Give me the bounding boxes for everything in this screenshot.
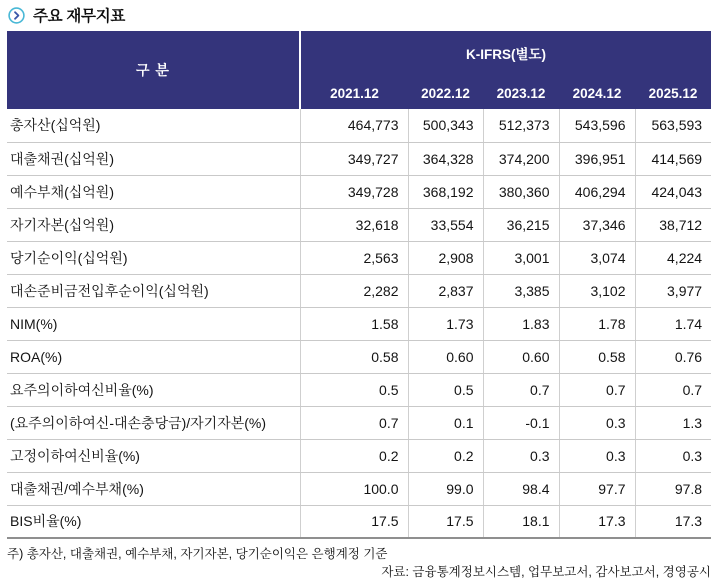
cell-value: 2,837 bbox=[408, 274, 483, 307]
column-header-category: 구 분 bbox=[7, 31, 300, 109]
cell-value: -0.1 bbox=[483, 406, 559, 439]
cell-value: 4,224 bbox=[635, 241, 711, 274]
table-notes bbox=[7, 539, 711, 581]
row-label: 당기순이익(십억원) bbox=[7, 241, 300, 274]
cell-value: 0.58 bbox=[559, 340, 635, 373]
cell-value: 2,282 bbox=[300, 274, 408, 307]
cell-value: 0.7 bbox=[300, 406, 408, 439]
table-row bbox=[7, 274, 711, 307]
table-row bbox=[7, 241, 711, 274]
cell-value: 374,200 bbox=[483, 142, 559, 175]
column-header-kifrs: K-IFRS(별도) bbox=[300, 31, 711, 69]
row-label: BIS비율(%) bbox=[7, 505, 300, 538]
cell-value: 0.2 bbox=[300, 439, 408, 472]
cell-value: 349,727 bbox=[300, 142, 408, 175]
cell-value: 380,360 bbox=[483, 175, 559, 208]
cell-value: 17.3 bbox=[559, 505, 635, 538]
cell-value: 17.5 bbox=[300, 505, 408, 538]
column-header-year-2023: 2023.12 bbox=[483, 69, 559, 109]
row-label: 자기자본(십억원) bbox=[7, 208, 300, 241]
cell-value: 1.58 bbox=[300, 307, 408, 340]
cell-value: 512,373 bbox=[483, 109, 559, 142]
cell-value: 2,563 bbox=[300, 241, 408, 274]
cell-value: 0.3 bbox=[559, 439, 635, 472]
table-row bbox=[7, 175, 711, 208]
table-row bbox=[7, 142, 711, 175]
cell-value: 349,728 bbox=[300, 175, 408, 208]
footnote: 주) 총자산, 대출채권, 예수부채, 자기자본, 당기순이익은 은행계정 기준 bbox=[7, 547, 388, 561]
row-label: NIM(%) bbox=[7, 307, 300, 340]
table-row bbox=[7, 472, 711, 505]
table-row bbox=[7, 340, 711, 373]
table-row bbox=[7, 373, 711, 406]
cell-value: 17.5 bbox=[408, 505, 483, 538]
table-row bbox=[7, 307, 711, 340]
cell-value: 0.76 bbox=[635, 340, 711, 373]
cell-value: 3,001 bbox=[483, 241, 559, 274]
cell-value: 3,977 bbox=[635, 274, 711, 307]
table-header bbox=[7, 31, 711, 109]
column-header-year-2022: 2022.12 bbox=[408, 69, 483, 109]
table-row bbox=[7, 406, 711, 439]
table-row bbox=[7, 208, 711, 241]
cell-value: 0.3 bbox=[483, 439, 559, 472]
cell-value: 3,385 bbox=[483, 274, 559, 307]
cell-value: 414,569 bbox=[635, 142, 711, 175]
cell-value: 0.60 bbox=[483, 340, 559, 373]
cell-value: 36,215 bbox=[483, 208, 559, 241]
cell-value: 18.1 bbox=[483, 505, 559, 538]
cell-value: 1.73 bbox=[408, 307, 483, 340]
cell-value: 0.7 bbox=[635, 373, 711, 406]
cell-value: 1.74 bbox=[635, 307, 711, 340]
cell-value: 424,043 bbox=[635, 175, 711, 208]
cell-value: 0.58 bbox=[300, 340, 408, 373]
cell-value: 1.3 bbox=[635, 406, 711, 439]
source-note: 자료: 금융통계정보시스템, 업무보고서, 감사보고서, 경영공시 bbox=[381, 565, 711, 580]
section-title-row bbox=[7, 0, 711, 31]
row-label: 대출채권(십억원) bbox=[7, 142, 300, 175]
cell-value: 0.1 bbox=[408, 406, 483, 439]
cell-value: 396,951 bbox=[559, 142, 635, 175]
cell-value: 0.60 bbox=[408, 340, 483, 373]
cell-value: 364,328 bbox=[408, 142, 483, 175]
table-row bbox=[7, 109, 711, 142]
header-row-standard bbox=[7, 31, 711, 69]
cell-value: 98.4 bbox=[483, 472, 559, 505]
cell-value: 0.5 bbox=[408, 373, 483, 406]
row-label: 예수부채(십억원) bbox=[7, 175, 300, 208]
row-label: 요주의이하여신비율(%) bbox=[7, 373, 300, 406]
column-header-year-2024: 2024.12 bbox=[559, 69, 635, 109]
column-header-year-2021: 2021.12 bbox=[300, 69, 408, 109]
cell-value: 0.2 bbox=[408, 439, 483, 472]
row-label: 고정이하여신비율(%) bbox=[7, 439, 300, 472]
cell-value: 406,294 bbox=[559, 175, 635, 208]
page-title: 주요 재무지표 bbox=[33, 8, 126, 25]
cell-value: 3,102 bbox=[559, 274, 635, 307]
cell-value: 17.3 bbox=[635, 505, 711, 538]
cell-value: 0.7 bbox=[559, 373, 635, 406]
cell-value: 1.83 bbox=[483, 307, 559, 340]
cell-value: 100.0 bbox=[300, 472, 408, 505]
cell-value: 1.78 bbox=[559, 307, 635, 340]
cell-value: 99.0 bbox=[408, 472, 483, 505]
cell-value: 0.3 bbox=[635, 439, 711, 472]
cell-value: 38,712 bbox=[635, 208, 711, 241]
row-label: ROA(%) bbox=[7, 340, 300, 373]
cell-value: 3,074 bbox=[559, 241, 635, 274]
financial-indicators-table bbox=[7, 31, 711, 539]
table-row bbox=[7, 439, 711, 472]
cell-value: 0.7 bbox=[483, 373, 559, 406]
row-label: 대손준비금전입후순이익(십억원) bbox=[7, 274, 300, 307]
cell-value: 0.3 bbox=[559, 406, 635, 439]
cell-value: 368,192 bbox=[408, 175, 483, 208]
cell-value: 32,618 bbox=[300, 208, 408, 241]
column-header-year-2025: 2025.12 bbox=[635, 69, 711, 109]
cell-value: 543,596 bbox=[559, 109, 635, 142]
row-label: (요주의이하여신-대손충당금)/자기자본(%) bbox=[7, 406, 300, 439]
cell-value: 500,343 bbox=[408, 109, 483, 142]
cell-value: 563,593 bbox=[635, 109, 711, 142]
cell-value: 33,554 bbox=[408, 208, 483, 241]
cell-value: 97.8 bbox=[635, 472, 711, 505]
chevron-circle-icon bbox=[8, 7, 25, 24]
row-label: 대출채권/예수부채(%) bbox=[7, 472, 300, 505]
cell-value: 37,346 bbox=[559, 208, 635, 241]
cell-value: 2,908 bbox=[408, 241, 483, 274]
cell-value: 464,773 bbox=[300, 109, 408, 142]
cell-value: 0.5 bbox=[300, 373, 408, 406]
row-label: 총자산(십억원) bbox=[7, 109, 300, 142]
cell-value: 97.7 bbox=[559, 472, 635, 505]
table-body bbox=[7, 109, 711, 538]
table-row bbox=[7, 505, 711, 538]
